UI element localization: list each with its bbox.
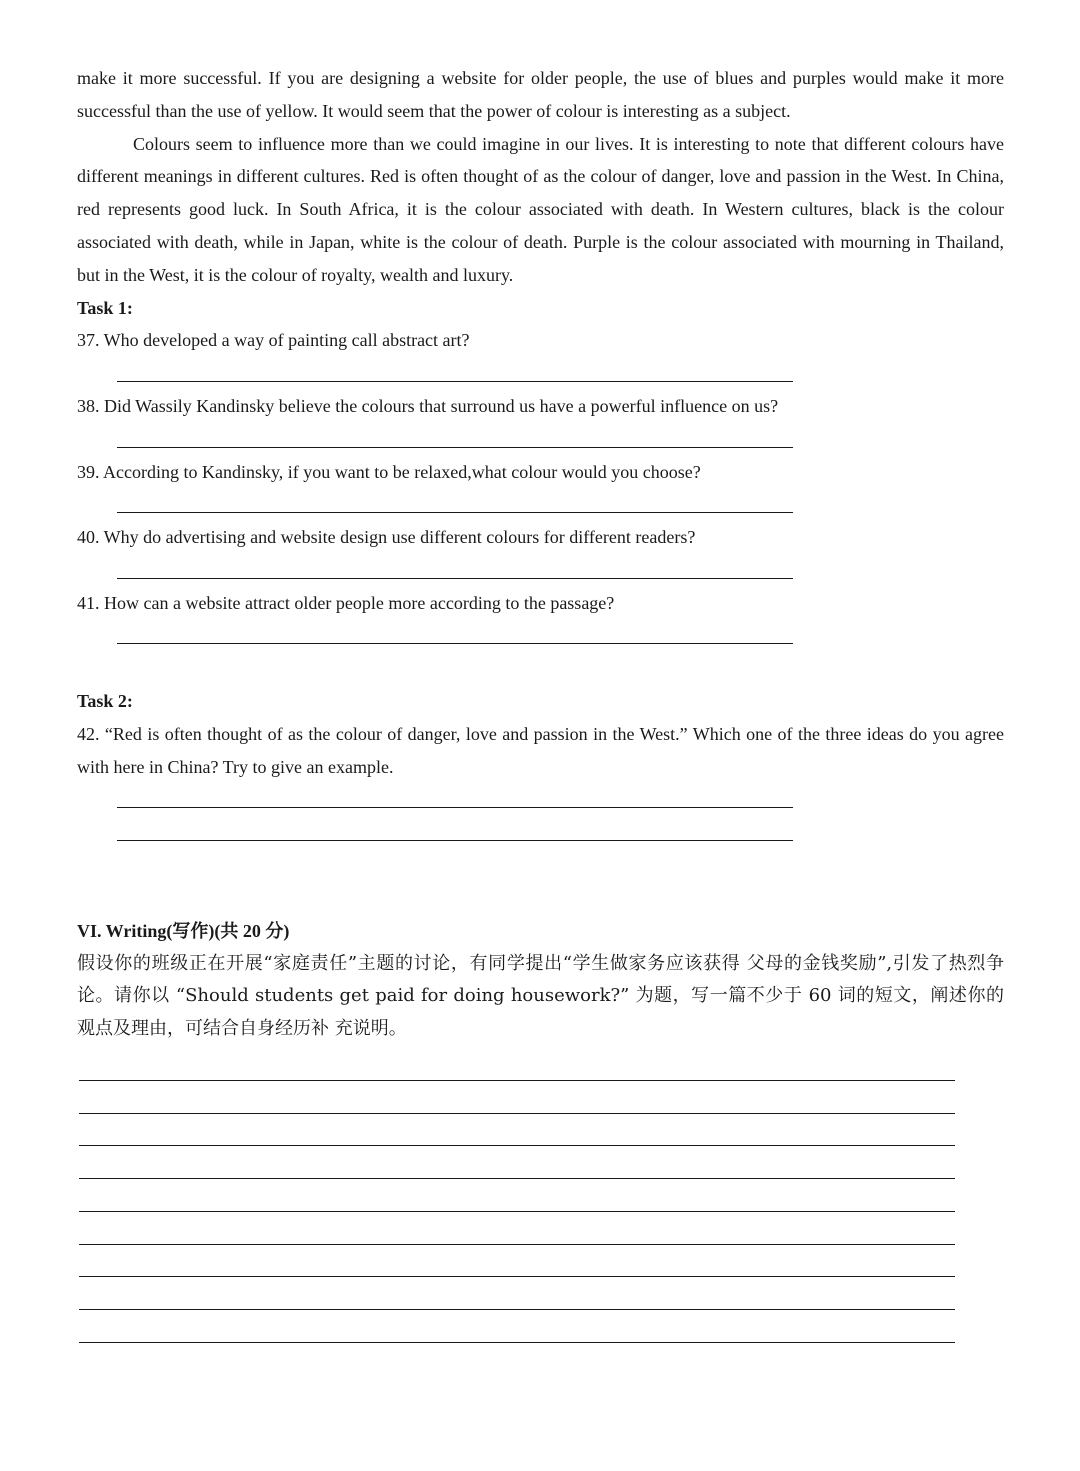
writing-line[interactable] xyxy=(77,1212,1004,1245)
answer-line-40[interactable] xyxy=(77,554,1004,587)
writing-line[interactable] xyxy=(77,1179,1004,1212)
answer-line-42b[interactable] xyxy=(77,816,1004,849)
question-37: 37. Who developed a way of painting call abstract art? xyxy=(77,330,470,351)
writing-answer-area[interactable] xyxy=(77,1048,1004,1343)
answer-line-38[interactable] xyxy=(77,423,1004,456)
spacer xyxy=(77,652,1004,685)
writing-line[interactable] xyxy=(77,1081,1004,1114)
writing-line[interactable] xyxy=(77,1048,1004,1081)
task1-heading: Task 1: xyxy=(77,297,133,318)
question-39: 39. According to Kandinsky, if you want to be relaxed,what colour would you choose? xyxy=(77,461,701,482)
writing-line[interactable] xyxy=(77,1146,1004,1179)
answer-line-39[interactable] xyxy=(77,488,1004,521)
writing-line[interactable] xyxy=(77,1245,1004,1278)
question-38: 38. Did Wassily Kandinsky believe the colours that surround us have a powerful influence on us? xyxy=(77,395,779,416)
task2-heading: Task 2: xyxy=(77,691,133,712)
writing-line[interactable] xyxy=(77,1310,1004,1343)
writing-prompt: 假设你的班级正在开展“家庭责任”主题的讨论，有同学提出“学生做家务应该获得 父母的金钱奖励”,引发了热烈争论。请你以 “Should students get paid for doing housework?” 为题，写一篇不少于 60 词的短文，阐述你的观点及理由，可结合自身经历补 充说明。 xyxy=(77,952,1004,1040)
passage-paragraph: Colours seem to influence more than we could imagine in our lives. It is interesting to note that different colours have different meanings in different cultures. Red is often thought of as the colour of danger, love and passion in the West. In China, red represents good luck. In South Africa, it is the colour associated with death. In Western cultures, black is the colour associated with death, while in Japan, white is the colour of death. Purple is the colour associated with mourning in Thailand, but in the West, it is the colour of royalty, wealth and luxury. xyxy=(77,133,1004,285)
spacer xyxy=(77,882,1004,915)
writing-heading: VI. Writing(写作)(共 20 分) xyxy=(77,920,290,941)
passage-continuation: make it more successful. If you are designing a website for older people, the use of blues and purples would make it more successful than the use of yellow. It would seem that the power of colour is interesting as a subject. xyxy=(77,68,1004,121)
writing-line[interactable] xyxy=(77,1277,1004,1310)
spacer xyxy=(77,849,1004,882)
answer-line-41[interactable] xyxy=(77,620,1004,653)
question-41: 41. How can a website attract older people more according to the passage? xyxy=(77,592,615,613)
answer-line-37[interactable] xyxy=(77,357,1004,390)
question-42: 42. “Red is often thought of as the colour of danger, love and passion in the West.” Which one of the three ideas do you agree with here in China? Try to give an example. xyxy=(77,723,1004,777)
writing-line[interactable] xyxy=(77,1114,1004,1147)
question-40: 40. Why do advertising and website design use different colours for different readers? xyxy=(77,527,696,548)
answer-line-42a[interactable] xyxy=(77,784,1004,817)
worksheet-page xyxy=(77,62,1004,1343)
